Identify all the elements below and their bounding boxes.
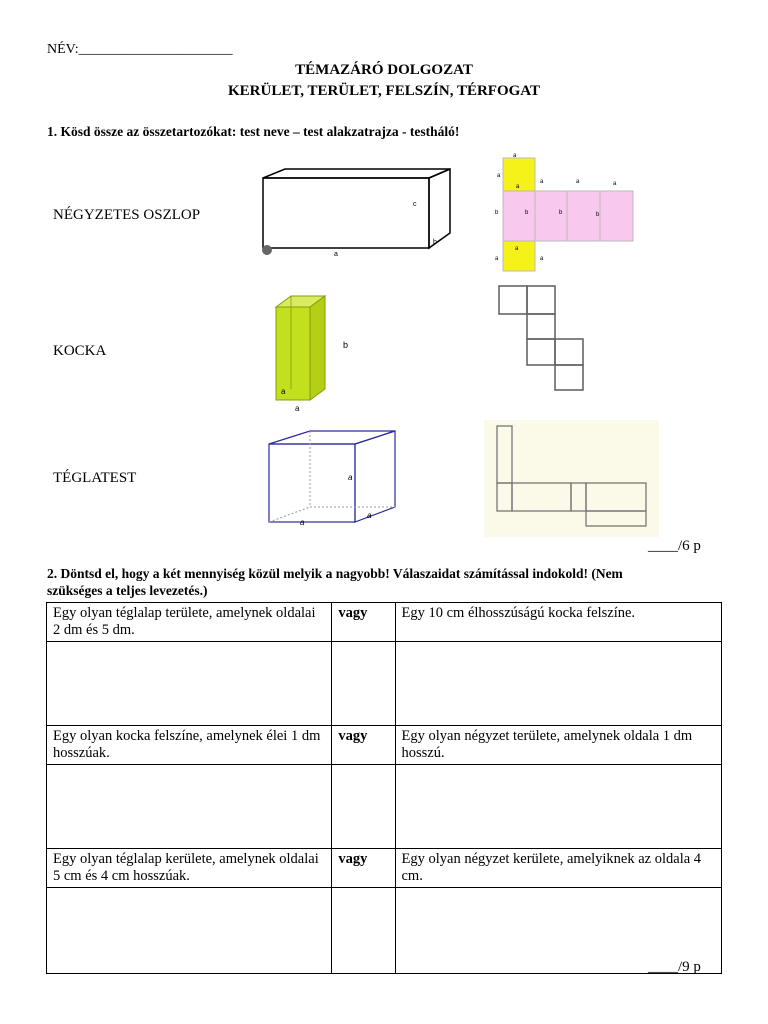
table-row [47,726,722,765]
left-quantity: Egy olyan kocka felszíne, amelynek élei 1 dm hosszúak. [47,726,332,765]
right-quantity: Egy 10 cm élhosszúságú kocka felszíne. [395,603,722,642]
answer-cell-middle[interactable] [332,765,395,849]
answer-row [47,765,722,849]
answer-cell-left[interactable] [47,765,332,849]
net-label-b: b [525,210,529,216]
answer-cell-right[interactable] [395,765,722,849]
answer-row [47,888,722,974]
net-label-b: b [559,210,563,216]
net-label-a: a [495,256,499,262]
net-label-a: a [497,173,501,179]
answer-cell-middle[interactable] [332,888,395,974]
cuboid-label-b: b [433,239,437,246]
cuboid-drawing [255,165,460,260]
net-label-b: b [495,210,499,216]
answer-cell-right[interactable] [395,642,722,726]
table-row [47,849,722,888]
cube-label-a: a [367,511,372,520]
body-name-3: TÉGLATEST [53,470,137,486]
net-label-a: a [613,181,617,187]
answer-cell-middle[interactable] [332,642,395,726]
net-label-a: a [516,184,520,190]
name-field: NÉV:______________________ [47,42,233,57]
comparison-table [46,602,722,974]
net-label-a: a [513,153,517,159]
vagy-cell: vagy [332,603,395,642]
body-name-1: NÉGYZETES OSZLOP [53,207,201,223]
cube-drawing [260,425,410,530]
cube-label-a: a [348,473,353,482]
page-title: TÉMAZÁRÓ DOLGOZAT [295,62,473,78]
answer-row [47,642,722,726]
left-quantity: Egy olyan téglalap területe, amelynek oldalai 2 dm és 5 dm. [47,603,332,642]
vagy-cell: vagy [332,849,395,888]
cuboid-label-a: a [334,251,338,258]
body-name-2: KOCKA [53,343,107,359]
cuboid-net [484,420,659,537]
task2-instruction-cont: szükséges a teljes levezetés.) [47,583,208,598]
net-label-a: a [540,256,544,262]
answer-cell-left[interactable] [47,888,332,974]
net-label-a: a [515,246,519,252]
cuboid-label-c: c [413,201,417,208]
net-label-a: a [540,179,544,185]
net-label-b: b [596,212,600,218]
prism-label-b: b [343,340,349,350]
right-quantity: Egy olyan négyzet kerülete, amelyiknek az oldala 4 cm. [395,849,722,888]
prism-label-a: a [281,387,286,396]
cube-net [490,282,590,397]
square-prism-drawing [268,290,358,415]
vagy-cell: vagy [332,726,395,765]
cube-label-a: a [300,518,305,527]
task2-instruction: 2. Döntsd el, hogy a két mennyiség közül melyik a nagyobb! Válaszaidat számítással indokold! (Nem [47,566,623,581]
task2-score: ____/9 p [648,959,701,975]
task1-instruction: 1. Kösd össze az összetartozókat: test neve – test alakzatrajza - testháló! [47,124,460,139]
prism-label-a: a [295,404,300,413]
table-row [47,603,722,642]
net-label-a: a [576,179,580,185]
left-quantity: Egy olyan téglalap kerülete, amelynek oldalai 5 cm és 4 cm hosszúak. [47,849,332,888]
right-quantity: Egy olyan négyzet területe, amelynek oldala 1 dm hosszú. [395,726,722,765]
task1-score: ____/6 p [648,538,701,554]
page-subtitle: KERÜLET, TERÜLET, FELSZÍN, TÉRFOGAT [227,83,541,99]
square-prism-net [490,148,640,273]
answer-cell-left[interactable] [47,642,332,726]
